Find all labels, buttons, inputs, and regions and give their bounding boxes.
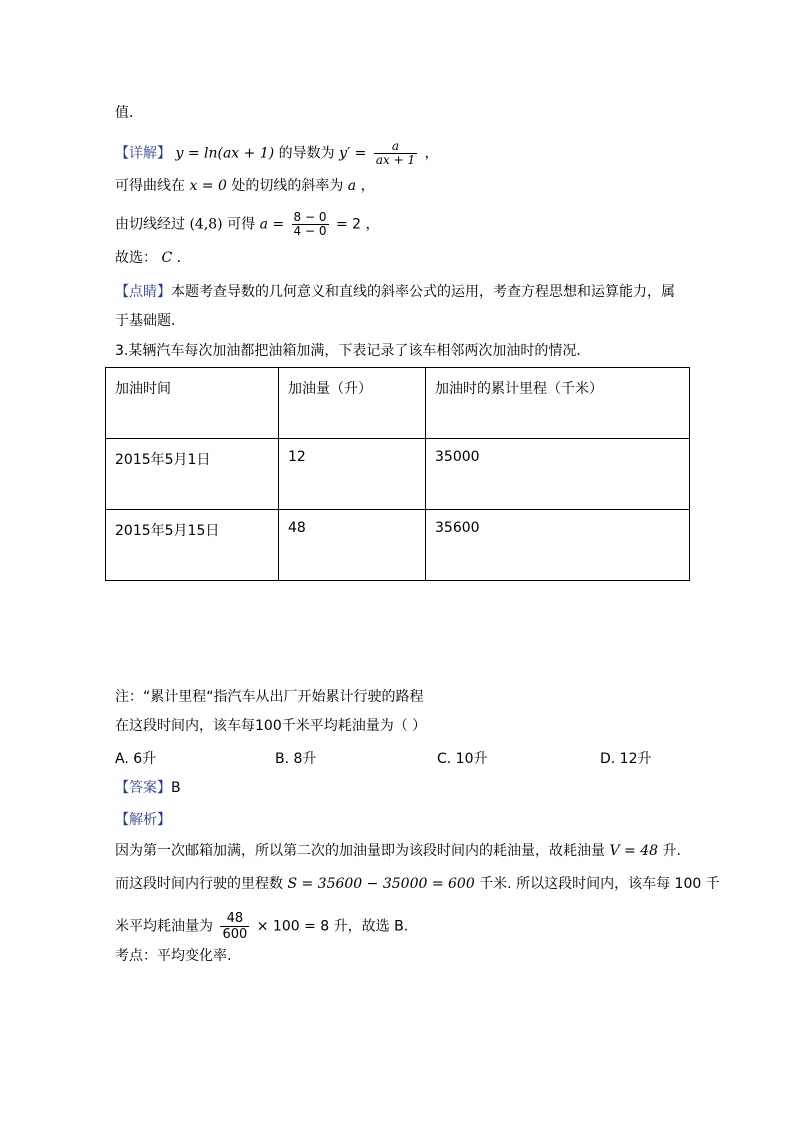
slope-fraction [292, 211, 329, 238]
text: ， [360, 178, 375, 194]
line-continuation: 值． [115, 105, 143, 121]
comment-tag: 【点睛】 [115, 284, 171, 300]
question-prompt: 在这段时间内，该车每100千米平均耗油量为（ ） [115, 718, 427, 734]
math-variable: a [347, 178, 357, 194]
table-cell: 35600 [426, 510, 690, 581]
tangent-point-line [115, 211, 380, 238]
detail-derivative-line [115, 140, 439, 167]
math-expression: a = [259, 216, 285, 233]
text: 千米. 所以这段时间内，该车每 100 千 [479, 876, 720, 892]
fraction-numerator: 48 [226, 911, 244, 926]
text: 的导数为 [278, 145, 335, 162]
comment-line [115, 282, 675, 302]
point-coordinates: (4,8) [189, 216, 223, 233]
table-header-cell: 加油量（升） [279, 368, 426, 439]
table-header-cell: 加油时的累计里程（千米） [426, 368, 690, 439]
table-cell: 12 [279, 439, 426, 510]
table-cell: 2015年5月15日 [106, 510, 279, 581]
text: ． [176, 250, 191, 266]
math-expression: V = 48 [609, 843, 659, 859]
consumption-fraction [220, 911, 249, 942]
comment-line-continued: 于基础题． [115, 313, 185, 329]
table-row [106, 439, 690, 510]
table-row [106, 510, 690, 581]
math-expression: = 2 [335, 216, 362, 233]
question-3-stem: 3.某辆汽车每次加油都把油箱加满，下表记录了该车相邻两次加油时的情况． [115, 343, 591, 359]
text: 处的切线的斜率为 [231, 178, 344, 194]
fraction-denominator: ax + 1 [375, 153, 416, 167]
answer-tag: 【答案】 [115, 780, 171, 796]
derivative-fraction [374, 140, 417, 167]
choice-line [115, 248, 191, 268]
text: ， [365, 216, 380, 233]
text: 米平均耗油量为 [115, 918, 213, 935]
fraction-numerator: a [391, 139, 400, 153]
math-variable: C [161, 250, 173, 266]
text: 因为第一次邮箱加满，所以第二次的加油量即为该段时间内的耗油量，故耗油量 [115, 843, 605, 859]
exam-point: 考点：平均变化率. [115, 948, 232, 964]
table-header-cell: 加油时间 [106, 368, 279, 439]
analysis-line-2 [115, 874, 720, 894]
analysis-tag: 【解析】 [115, 812, 171, 828]
text: 本题考查导数的几何意义和直线的斜率公式的运用，考查方程思想和运算能力，属 [171, 284, 675, 300]
answer-value: B [171, 780, 181, 796]
refuel-table [105, 367, 690, 581]
fraction-denominator: 4 − 0 [293, 224, 327, 238]
table-cell: 2015年5月1日 [106, 439, 279, 510]
text: ， [424, 145, 439, 162]
derivative-lhs: y′ = [339, 145, 367, 162]
slope-line [115, 176, 375, 196]
table-cell: 48 [279, 510, 426, 581]
analysis-line-1 [115, 841, 681, 861]
math-expression: × 100 = 8 [256, 918, 330, 935]
table-note: 注：“累计里程“指汽车从出厂开始累计行驶的路程 [115, 689, 424, 705]
text: 升，故选 B. [333, 918, 409, 935]
text: 可得曲线在 [115, 178, 185, 194]
math-expression: x = 0 [189, 178, 227, 194]
text: 而这段时间内行驶的里程数 [115, 876, 283, 892]
option-d: D. 12升 [600, 751, 652, 767]
function-expression: y = ln(ax + 1) [175, 145, 275, 162]
text: 升. [662, 843, 681, 859]
option-c: C. 10升 [437, 751, 488, 767]
option-a: A. 6升 [115, 751, 157, 767]
text: 故选： [115, 250, 157, 266]
option-b: B. 8升 [275, 751, 317, 767]
answer-line [115, 778, 181, 798]
fraction-numerator: 8 − 0 [293, 210, 327, 224]
detail-tag: 【详解】 [115, 145, 171, 162]
analysis-line-3 [115, 911, 408, 942]
table-header-row [106, 368, 690, 439]
text: 由切线经过 [115, 216, 185, 233]
fraction-denominator: 600 [222, 927, 248, 942]
table-cell: 35000 [426, 439, 690, 510]
text: 可得 [227, 216, 256, 233]
math-expression: S = 35600 − 35000 = 600 [287, 876, 475, 892]
